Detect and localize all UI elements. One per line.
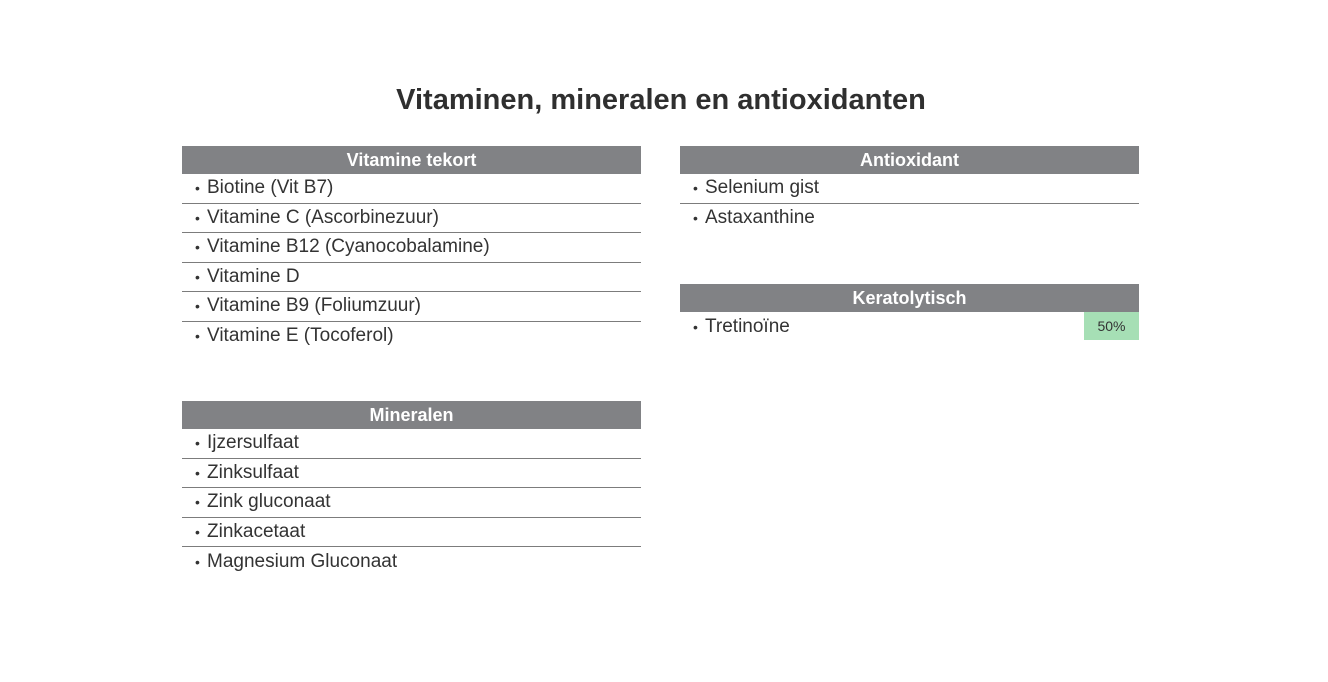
keratolytic-header: Keratolytisch xyxy=(680,284,1139,312)
item-label: Zink gluconaat xyxy=(207,491,331,513)
antioxidant-panel xyxy=(680,146,1139,233)
item-label: Astaxanthine xyxy=(705,207,815,229)
percentage-badge: 50% xyxy=(1084,312,1139,340)
bullet-icon: • xyxy=(693,318,698,335)
minerals-header: Mineralen xyxy=(182,401,641,429)
bullet-icon: • xyxy=(195,180,200,197)
item-label: Vitamine D xyxy=(207,265,300,287)
vitamin-deficiency-header: Vitamine tekort xyxy=(182,146,641,174)
list-item xyxy=(182,292,641,322)
list-item xyxy=(182,429,641,459)
bullet-icon: • xyxy=(195,239,200,256)
bullet-icon: • xyxy=(195,435,200,452)
list-item xyxy=(182,547,641,577)
bullet-icon: • xyxy=(195,298,200,315)
bullet-icon: • xyxy=(195,328,200,345)
bullet-icon: • xyxy=(195,553,200,570)
vitamin-deficiency-panel xyxy=(182,146,641,351)
minerals-panel xyxy=(182,401,641,577)
keratolytic-panel xyxy=(680,284,1139,342)
antioxidant-list xyxy=(680,174,1139,233)
list-item xyxy=(680,174,1139,204)
list-item xyxy=(182,459,641,489)
list-item xyxy=(182,204,641,234)
item-label: Vitamine C (Ascorbinezuur) xyxy=(207,206,439,228)
item-label: Biotine (Vit B7) xyxy=(207,177,334,199)
item-label: Zinksulfaat xyxy=(207,461,299,483)
list-item xyxy=(680,312,1139,342)
item-label: Magnesium Gluconaat xyxy=(207,550,398,572)
bullet-icon: • xyxy=(195,268,200,285)
bullet-icon: • xyxy=(195,464,200,481)
item-label: Vitamine B9 (Foliumzuur) xyxy=(207,295,422,317)
vitamin-list xyxy=(182,174,641,351)
item-label: Vitamine B12 (Cyanocobalamine) xyxy=(207,236,490,258)
page-title: Vitaminen, mineralen en antioxidanten xyxy=(396,84,926,116)
antioxidant-header: Antioxidant xyxy=(680,146,1139,174)
bullet-icon: • xyxy=(195,494,200,511)
item-label: Vitamine E (Tocoferol) xyxy=(207,325,394,347)
bullet-icon: • xyxy=(693,210,698,227)
list-item xyxy=(680,204,1139,234)
list-item xyxy=(182,174,641,204)
list-item xyxy=(182,518,641,548)
list-item xyxy=(182,233,641,263)
list-item xyxy=(182,488,641,518)
item-label: Zinkacetaat xyxy=(207,520,306,542)
minerals-list xyxy=(182,429,641,577)
bullet-icon: • xyxy=(195,523,200,540)
list-item xyxy=(182,263,641,293)
keratolytic-list xyxy=(680,312,1139,342)
item-label: Selenium gist xyxy=(705,177,820,199)
bullet-icon: • xyxy=(693,180,698,197)
bullet-icon: • xyxy=(195,209,200,226)
list-item xyxy=(182,322,641,352)
item-label: Tretinoïne xyxy=(705,315,790,337)
item-label: Ijzersulfaat xyxy=(207,432,299,454)
